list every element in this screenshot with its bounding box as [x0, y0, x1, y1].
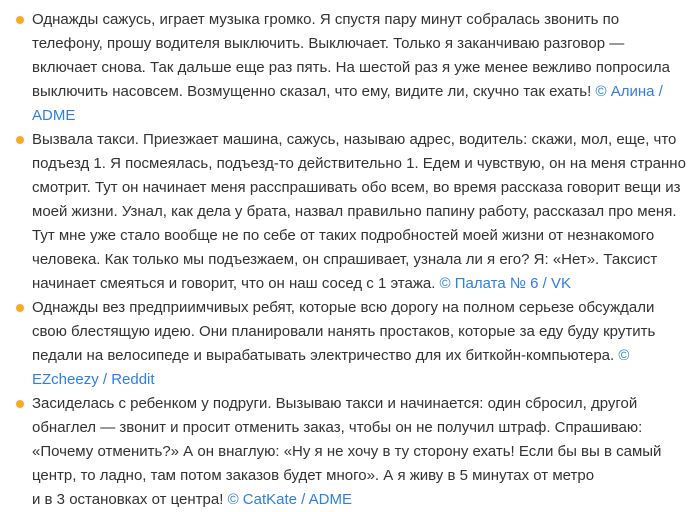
story-item [16, 392, 688, 512]
bullet-icon [16, 400, 24, 408]
attribution-link[interactable]: © Алина / ADME [32, 83, 663, 124]
story-item [16, 296, 688, 392]
story-text: Однажды вез предприимчивых ребят, которые всю дорогу на полном серьезе обсуждали свою блестящую идею. Они планировали нанять простаков, которые за еду буду крутить педали на велосипеде и вырабатывать электричество для их биткойн-компьютера. [32, 299, 656, 364]
story-item [16, 128, 688, 296]
story-text: Вызвала такси. Приезжает машина, сажусь, называю адрес, водитель: скажи, мол, еще, что подъезд 1. Я посмеялась, подъезд-то действительно 1. Едем и чувствую, он на меня странно смотрит. Тут он начинает меня расспрашивать обо всем, во время рассказа говорит вещи из моей жизни. Узнал, как дела у брата, назвал правильно папину работу, рассказал про меня. Тут мне уже стало вообще не по себе от таких подробностей моей жизни от незнакомого человека. Как только мы подъезжаем, он спрашивает, узнала ли я его? Я: «Нет». Таксист начинает смеяться и говорит, что он наш сосед с 1 этажа. [32, 131, 686, 292]
bullet-icon [16, 304, 24, 312]
attribution-link[interactable]: © EZcheezy / Reddit [32, 347, 630, 388]
attribution-link[interactable]: © CatKate / ADME [227, 491, 353, 508]
bullet-icon [16, 136, 24, 144]
bullet-icon [16, 16, 24, 24]
story-text: Однажды сажусь, играет музыка громко. Я спустя пару минут собралась звонить по телефону, прошу водителя выключить. Выключает. Только я заканчиваю разговор — включает снова. Так дальше еще раз пять. На шестой раз я уже менее вежливо попросила выключить насовсем. Возмущенно сказал, что ему, видите ли, скучно так ехать! [32, 11, 670, 100]
attribution-link[interactable]: © Палата № 6 / VK [439, 275, 571, 292]
story-text: Засиделась с ребенком у подруги. Вызываю такси и начинается: один сбросил, другой обнаглел — звонит и просит отменить заказ, чтобы он не получил штраф. Спрашиваю: «Почему отменить?» А он внаглую: «Ну я не хочу в ту сторону ехать! Если бы вы в самый центр, то ладно, там потом заказов будет много». А я живу в 5 минутах от метро и в 3 остановках от центра! [32, 395, 662, 508]
story-item [16, 8, 688, 128]
